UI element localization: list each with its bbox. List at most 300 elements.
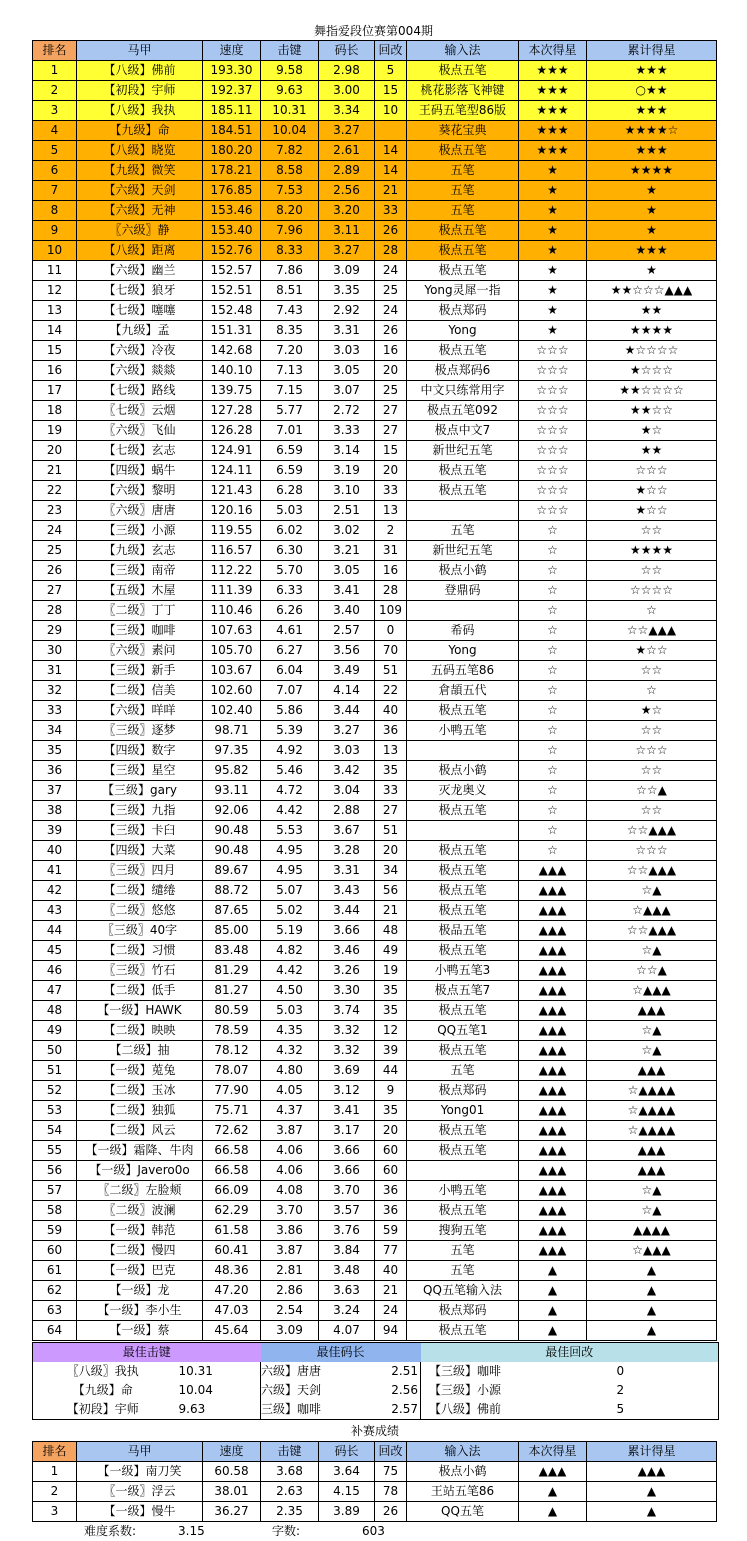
fix-cell: 21 <box>375 181 407 201</box>
code-length-cell: 2.51 <box>319 501 375 521</box>
ime-cell: 极点五笔 <box>407 261 519 281</box>
table-row <box>33 881 717 901</box>
code-length-cell: 3.48 <box>319 1261 375 1281</box>
stars-cell: ☆ <box>519 641 587 661</box>
total-stars-cell: ★ <box>587 261 717 281</box>
total-stars-cell: ★★★★☆ <box>587 121 717 141</box>
header-row <box>33 41 717 61</box>
fix-cell: 33 <box>375 201 407 221</box>
column-header: 输入法 <box>407 41 519 61</box>
name-cell: 〖六级〗飞仙 <box>77 421 203 441</box>
table-row <box>33 661 717 681</box>
fix-cell: 20 <box>375 1121 407 1141</box>
name-cell: 【二级】映映 <box>77 1021 203 1041</box>
name-cell: 〖二级〗丁丁 <box>77 601 203 621</box>
fix-cell: 49 <box>375 941 407 961</box>
ime-cell: 极点五笔 <box>407 841 519 861</box>
ime-cell: 极点五笔 <box>407 861 519 881</box>
code-length-cell: 2.72 <box>319 401 375 421</box>
speed-cell: 127.28 <box>203 401 261 421</box>
keys-cell: 8.33 <box>261 241 319 261</box>
fix-cell: 15 <box>375 441 407 461</box>
name-cell: 【二级】慢四 <box>77 1241 203 1261</box>
code-length-cell: 3.09 <box>319 261 375 281</box>
name-cell: 【一级】韩范 <box>77 1221 203 1241</box>
ime-cell: 极点五笔 <box>407 221 519 241</box>
rank-cell: 5 <box>33 141 77 161</box>
total-stars-cell: ▲▲▲ <box>587 1141 717 1161</box>
stars-cell: ☆☆☆ <box>519 441 587 461</box>
table-row <box>33 641 717 661</box>
fix-cell: 14 <box>375 141 407 161</box>
ime-cell: 小鸭五笔 <box>407 721 519 741</box>
ime-cell: Yong <box>407 321 519 341</box>
code-length-cell: 4.14 <box>319 681 375 701</box>
rank-cell: 38 <box>33 801 77 821</box>
total-stars-cell: ★★★★ <box>587 321 717 341</box>
speed-cell: 90.48 <box>203 821 261 841</box>
speed-cell: 185.11 <box>203 101 261 121</box>
name-cell: 【六级】燚燚 <box>77 361 203 381</box>
column-header: 马甲 <box>77 1442 203 1462</box>
stars-cell: ▲▲▲ <box>519 1241 587 1261</box>
fix-cell: 24 <box>375 1301 407 1321</box>
ime-cell: 极点五笔 <box>407 61 519 81</box>
fix-cell: 10 <box>375 101 407 121</box>
table-row <box>33 1161 717 1181</box>
ime-cell: 葵花宝典 <box>407 121 519 141</box>
best-code-name: 六级】天剑 <box>261 1381 377 1400</box>
name-cell: 【二级】低手 <box>77 981 203 1001</box>
code-length-cell: 3.02 <box>319 521 375 541</box>
name-cell: 【六级】冷夜 <box>77 341 203 361</box>
code-length-cell: 3.49 <box>319 661 375 681</box>
total-stars-cell: ☆ <box>587 601 717 621</box>
table-row <box>33 841 717 861</box>
column-header: 排名 <box>33 1442 77 1462</box>
name-cell: 【九级】玄志 <box>77 541 203 561</box>
table-row <box>33 541 717 561</box>
keys-cell: 4.72 <box>261 781 319 801</box>
stars-cell: ▲▲▲ <box>519 941 587 961</box>
code-length-cell: 3.27 <box>319 721 375 741</box>
ime-cell: 五笔 <box>407 201 519 221</box>
keys-cell: 7.43 <box>261 301 319 321</box>
speed-cell: 105.70 <box>203 641 261 661</box>
ime-cell: 极点五笔 <box>407 141 519 161</box>
speed-cell: 89.67 <box>203 861 261 881</box>
name-cell: 【三级】卡臼 <box>77 821 203 841</box>
best-code-value: 2.51 <box>391 1364 418 1378</box>
table-row <box>33 681 717 701</box>
rank-cell: 3 <box>33 1502 77 1522</box>
name-cell: 【三级】九指 <box>77 801 203 821</box>
speed-cell: 60.58 <box>203 1462 261 1482</box>
keys-cell: 7.53 <box>261 181 319 201</box>
keys-cell: 6.30 <box>261 541 319 561</box>
chars-label: 字数: <box>272 1524 301 1538</box>
name-cell: 【一级】Javero0o <box>77 1161 203 1181</box>
total-stars-cell: ★★★ <box>587 241 717 261</box>
keys-cell: 4.35 <box>261 1021 319 1041</box>
table-row <box>33 1502 717 1522</box>
total-stars-cell: ★★★ <box>587 141 717 161</box>
makeup-table <box>32 1441 717 1522</box>
total-stars-cell: ☆▲ <box>587 1201 717 1221</box>
fix-cell: 27 <box>375 421 407 441</box>
stars-cell: ▲▲▲ <box>519 921 587 941</box>
chars-value: 603 <box>362 1524 385 1538</box>
keys-cell: 2.54 <box>261 1301 319 1321</box>
keys-cell: 4.42 <box>261 801 319 821</box>
keys-cell: 5.03 <box>261 1001 319 1021</box>
results-table <box>32 40 717 1341</box>
best-keys-value: 9.63 <box>173 1400 261 1420</box>
column-header: 本次得星 <box>519 41 587 61</box>
keys-cell: 5.86 <box>261 701 319 721</box>
total-stars-cell: ☆☆ <box>587 661 717 681</box>
code-length-cell: 3.35 <box>319 281 375 301</box>
rank-cell: 35 <box>33 741 77 761</box>
keys-cell: 5.19 <box>261 921 319 941</box>
speed-cell: 93.11 <box>203 781 261 801</box>
total-stars-cell: ★☆ <box>587 421 717 441</box>
stars-cell: ☆☆☆ <box>519 421 587 441</box>
stars-cell: ★ <box>519 261 587 281</box>
total-stars-cell: ☆▲▲▲ <box>587 981 717 1001</box>
code-length-cell: 3.89 <box>319 1502 375 1522</box>
total-stars-cell: ★★☆☆☆▲▲▲ <box>587 281 717 301</box>
speed-cell: 102.40 <box>203 701 261 721</box>
speed-cell: 153.40 <box>203 221 261 241</box>
table-row <box>33 1241 717 1261</box>
speed-cell: 72.62 <box>203 1121 261 1141</box>
table-row <box>33 441 717 461</box>
total-stars-cell: ○★★ <box>587 81 717 101</box>
code-length-cell: 3.70 <box>319 1181 375 1201</box>
fix-cell: 40 <box>375 701 407 721</box>
best-table <box>32 1342 719 1420</box>
fix-cell: 27 <box>375 401 407 421</box>
rank-cell: 30 <box>33 641 77 661</box>
code-length-cell: 4.07 <box>319 1321 375 1341</box>
table-row <box>33 521 717 541</box>
rank-cell: 44 <box>33 921 77 941</box>
best-code-value: 2.57 <box>377 1400 421 1420</box>
code-length-cell: 3.21 <box>319 541 375 561</box>
stars-cell: ▲▲▲ <box>519 861 587 881</box>
ime-cell: 极点小鹤 <box>407 1462 519 1482</box>
speed-cell: 111.39 <box>203 581 261 601</box>
table-row <box>33 1181 717 1201</box>
stars-cell: ▲▲▲ <box>519 1221 587 1241</box>
table-row <box>33 761 717 781</box>
code-length-cell: 3.76 <box>319 1221 375 1241</box>
ime-cell <box>407 821 519 841</box>
stars-cell: ☆ <box>519 661 587 681</box>
speed-cell: 87.65 <box>203 901 261 921</box>
keys-cell: 2.63 <box>261 1482 319 1502</box>
speed-cell: 85.00 <box>203 921 261 941</box>
rank-cell: 63 <box>33 1301 77 1321</box>
stars-cell: ★ <box>519 221 587 241</box>
table-row <box>33 801 717 821</box>
rank-cell: 1 <box>33 61 77 81</box>
ime-cell: 极点郑码6 <box>407 361 519 381</box>
table-row <box>33 921 717 941</box>
table-row <box>33 141 717 161</box>
table-row <box>33 61 717 81</box>
name-cell: 【二级】缱绻 <box>77 881 203 901</box>
fix-cell: 21 <box>375 1281 407 1301</box>
stars-cell: ▲▲▲ <box>519 1101 587 1121</box>
speed-cell: 48.36 <box>203 1261 261 1281</box>
total-stars-cell: ★ <box>587 181 717 201</box>
total-stars-cell: ▲ <box>587 1482 717 1502</box>
fix-cell: 59 <box>375 1221 407 1241</box>
stars-cell: ☆ <box>519 621 587 641</box>
name-cell: 〖七级〗云烟 <box>77 401 203 421</box>
speed-cell: 88.72 <box>203 881 261 901</box>
rank-cell: 64 <box>33 1321 77 1341</box>
stars-cell: ▲▲▲ <box>519 1001 587 1021</box>
speed-cell: 124.91 <box>203 441 261 461</box>
fix-cell: 70 <box>375 641 407 661</box>
table-row <box>33 1141 717 1161</box>
speed-cell: 180.20 <box>203 141 261 161</box>
name-cell: 【六级】无神 <box>77 201 203 221</box>
speed-cell: 62.29 <box>203 1201 261 1221</box>
fix-cell: 36 <box>375 1181 407 1201</box>
stars-cell: ▲ <box>519 1261 587 1281</box>
rank-cell: 21 <box>33 461 77 481</box>
code-length-cell: 3.74 <box>319 1001 375 1021</box>
stars-cell: ★★★ <box>519 81 587 101</box>
keys-cell: 4.42 <box>261 961 319 981</box>
table-row <box>33 821 717 841</box>
ime-cell <box>407 741 519 761</box>
rank-cell: 40 <box>33 841 77 861</box>
stars-cell: ▲▲▲ <box>519 1181 587 1201</box>
total-stars-cell: ☆☆ <box>587 521 717 541</box>
ime-cell: 五笔 <box>407 1061 519 1081</box>
stars-cell: ☆ <box>519 741 587 761</box>
stars-cell: ▲▲▲ <box>519 961 587 981</box>
column-header: 回改 <box>375 1442 407 1462</box>
column-header: 回改 <box>375 41 407 61</box>
speed-cell: 152.48 <box>203 301 261 321</box>
speed-cell: 77.90 <box>203 1081 261 1101</box>
ime-cell: 小鸭五笔3 <box>407 961 519 981</box>
keys-cell: 4.82 <box>261 941 319 961</box>
keys-cell: 3.87 <box>261 1121 319 1141</box>
keys-cell: 2.35 <box>261 1502 319 1522</box>
ime-cell: 极点五笔 <box>407 1121 519 1141</box>
fix-cell: 20 <box>375 841 407 861</box>
ime-cell: 五笔 <box>407 521 519 541</box>
table-row <box>33 161 717 181</box>
total-stars-cell: ▲ <box>587 1502 717 1522</box>
speed-cell: 66.09 <box>203 1181 261 1201</box>
speed-cell: 103.67 <box>203 661 261 681</box>
page-title: 舞指爱段位赛第004期 <box>314 24 433 38</box>
keys-cell: 5.77 <box>261 401 319 421</box>
code-length-cell: 3.03 <box>319 741 375 761</box>
keys-cell: 4.32 <box>261 1041 319 1061</box>
name-cell: 【七级】噻噻 <box>77 301 203 321</box>
stars-cell: ▲ <box>519 1502 587 1522</box>
ime-cell: 极品五笔 <box>407 921 519 941</box>
code-length-cell: 3.26 <box>319 961 375 981</box>
best-fix-name: 【八级】佛前 <box>421 1400 617 1420</box>
speed-cell: 107.63 <box>203 621 261 641</box>
keys-cell: 8.20 <box>261 201 319 221</box>
ime-cell: 小鸭五笔 <box>407 1181 519 1201</box>
total-stars-cell: ☆☆▲▲▲ <box>587 821 717 841</box>
fix-cell: 24 <box>375 301 407 321</box>
table-row <box>33 321 717 341</box>
ime-cell: 极点五笔 <box>407 461 519 481</box>
rank-cell: 28 <box>33 601 77 621</box>
difficulty-label: 难度系数: <box>84 1524 137 1538</box>
table-row <box>33 561 717 581</box>
total-stars-cell: ▲ <box>587 1301 717 1321</box>
total-stars-cell: ☆☆▲ <box>587 961 717 981</box>
fix-cell <box>375 121 407 141</box>
keys-cell: 4.95 <box>261 861 319 881</box>
fix-cell: 35 <box>375 1001 407 1021</box>
fix-cell: 56 <box>375 881 407 901</box>
stars-cell: ☆☆☆ <box>519 401 587 421</box>
table-row <box>33 601 717 621</box>
rank-cell: 49 <box>33 1021 77 1041</box>
code-length-cell: 3.34 <box>319 101 375 121</box>
rank-cell: 33 <box>33 701 77 721</box>
name-cell: 【四级】蜗牛 <box>77 461 203 481</box>
code-length-cell: 3.44 <box>319 701 375 721</box>
speed-cell: 124.11 <box>203 461 261 481</box>
fix-cell: 75 <box>375 1462 407 1482</box>
fix-cell: 2 <box>375 521 407 541</box>
speed-cell: 83.48 <box>203 941 261 961</box>
rank-cell: 11 <box>33 261 77 281</box>
name-cell: 【八级】晓览 <box>77 141 203 161</box>
keys-cell: 5.70 <box>261 561 319 581</box>
fix-cell: 109 <box>375 601 407 621</box>
ime-cell: 极点小鹤 <box>407 561 519 581</box>
total-stars-cell: ▲▲▲ <box>587 1001 717 1021</box>
ime-cell: 极点五笔 <box>407 901 519 921</box>
ime-cell: 极点五笔 <box>407 1201 519 1221</box>
ime-cell: 希码 <box>407 621 519 641</box>
speed-cell: 153.46 <box>203 201 261 221</box>
keys-cell: 6.59 <box>261 441 319 461</box>
table-row <box>33 721 717 741</box>
speed-cell: 45.64 <box>203 1321 261 1341</box>
stars-cell: ▲▲▲ <box>519 1081 587 1101</box>
best-fix-value: 5 <box>617 1400 719 1420</box>
name-cell: 【三级】小源 <box>77 521 203 541</box>
rank-cell: 47 <box>33 981 77 1001</box>
total-stars-cell: ☆☆☆ <box>587 841 717 861</box>
keys-cell: 4.06 <box>261 1141 319 1161</box>
table-row <box>33 1301 717 1321</box>
total-stars-cell: ☆ <box>587 681 717 701</box>
column-header: 码长 <box>319 1442 375 1462</box>
total-stars-cell: ☆☆▲▲▲ <box>587 861 717 881</box>
code-length-cell: 2.88 <box>319 801 375 821</box>
keys-cell: 7.20 <box>261 341 319 361</box>
keys-cell: 10.04 <box>261 121 319 141</box>
speed-cell: 47.03 <box>203 1301 261 1321</box>
total-stars-cell: ☆▲▲▲▲ <box>587 1081 717 1101</box>
ime-cell: Yong灵犀一指 <box>407 281 519 301</box>
speed-cell: 66.58 <box>203 1141 261 1161</box>
total-stars-cell: ★☆☆ <box>587 481 717 501</box>
keys-cell: 7.13 <box>261 361 319 381</box>
rank-cell: 31 <box>33 661 77 681</box>
speed-cell: 92.06 <box>203 801 261 821</box>
keys-cell: 6.04 <box>261 661 319 681</box>
ime-cell: 五笔 <box>407 1261 519 1281</box>
fix-cell: 19 <box>375 961 407 981</box>
column-header: 速度 <box>203 41 261 61</box>
ime-cell: 极点五笔 <box>407 1321 519 1341</box>
stars-cell: ▲▲▲ <box>519 881 587 901</box>
code-length-cell: 3.10 <box>319 481 375 501</box>
fix-cell: 60 <box>375 1161 407 1181</box>
rank-cell: 52 <box>33 1081 77 1101</box>
code-length-cell: 3.63 <box>319 1281 375 1301</box>
speed-cell: 98.71 <box>203 721 261 741</box>
difficulty-value: 3.15 <box>178 1524 205 1538</box>
stars-cell: ▲ <box>519 1281 587 1301</box>
stars-cell: ★ <box>519 241 587 261</box>
keys-cell: 7.15 <box>261 381 319 401</box>
table-row <box>33 1482 717 1502</box>
fix-cell: 14 <box>375 161 407 181</box>
table-row <box>33 301 717 321</box>
name-cell: 〖二级〗波澜 <box>77 1201 203 1221</box>
code-length-cell: 3.07 <box>319 381 375 401</box>
ime-cell: 极点五笔 <box>407 1041 519 1061</box>
rank-cell: 41 <box>33 861 77 881</box>
name-cell: 【九级】命 <box>77 121 203 141</box>
keys-cell: 5.53 <box>261 821 319 841</box>
name-cell: 【一级】霜降、牛肉 <box>77 1141 203 1161</box>
best-code-name: 三级】咖啡 <box>261 1400 377 1420</box>
name-cell: 【九级】孟 <box>77 321 203 341</box>
speed-cell: 152.76 <box>203 241 261 261</box>
rank-cell: 24 <box>33 521 77 541</box>
stars-cell: ▲▲▲ <box>519 1121 587 1141</box>
table-row <box>33 901 717 921</box>
total-stars-cell: ☆☆☆ <box>587 461 717 481</box>
code-length-cell: 3.41 <box>319 581 375 601</box>
rank-cell: 17 <box>33 381 77 401</box>
code-length-cell: 3.04 <box>319 781 375 801</box>
best-keys-value: 10.31 <box>178 1364 213 1378</box>
fix-cell: 60 <box>375 1141 407 1161</box>
ime-cell <box>407 501 519 521</box>
code-length-cell: 3.42 <box>319 761 375 781</box>
name-cell: 【一级】南刀笑 <box>77 1462 203 1482</box>
stars-cell: ☆ <box>519 581 587 601</box>
code-length-cell: 3.69 <box>319 1061 375 1081</box>
ime-cell: 极点郑码 <box>407 301 519 321</box>
column-header: 输入法 <box>407 1442 519 1462</box>
keys-cell: 3.70 <box>261 1201 319 1221</box>
